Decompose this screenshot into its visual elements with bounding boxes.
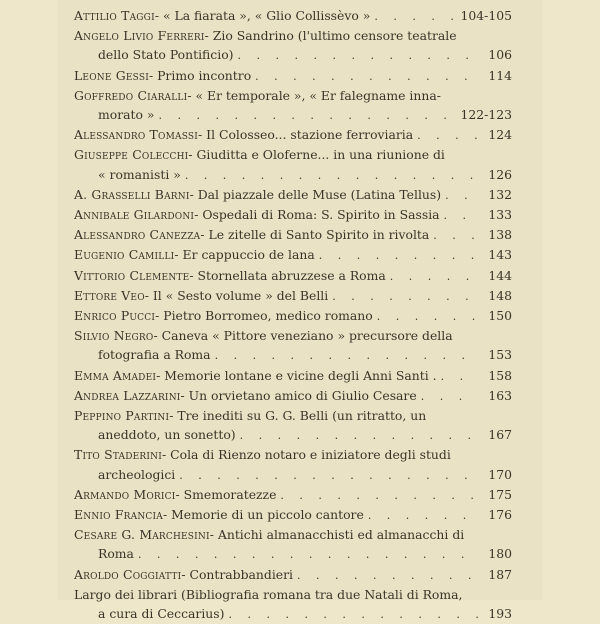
toc-page-number: 122-123 [460,107,512,123]
toc-entry [74,66,512,86]
toc-entry [74,125,512,145]
toc-page-number: 143 [488,247,512,263]
toc-author: Cesare G. Marchesini [74,527,210,543]
dot-leader [280,486,478,505]
toc-title: - Le zitelle di Santo Spirito in rivolta [200,227,430,243]
toc-author: Aroldo Coggiatti [74,566,182,582]
toc-page-number: 163 [488,387,512,403]
toc-page-number: 104-105 [460,8,512,23]
toc-entry-first-line [74,406,512,425]
toc-page-number: 132 [488,186,512,202]
toc-title: aneddoto, un sonetto) [98,427,236,443]
toc-entry-first-line [74,245,512,265]
dot-leader [433,226,478,245]
toc-title: - Memorie lontane e vicine degli Anni Santi . [156,367,437,383]
toc-entry [74,485,512,505]
toc-title: - Antichi almanacchisti ed almanacchi di [209,527,465,543]
toc-entry-first-line [74,266,512,286]
toc-author: Giuseppe Colecchi [74,147,189,163]
toc-entry [74,306,512,326]
toc-entry-first-line [74,525,512,544]
toc-entry [74,445,512,484]
toc-entry [74,205,512,225]
toc-title: morato » [98,107,155,123]
toc-title: - Cola di Rienzo notaro e iniziatore degli studi [162,447,451,463]
toc-title: dello Stato Pontificio) [98,47,234,63]
toc-title: a cura di Ceccarius) [98,606,225,622]
toc-author: Tito Staderini [74,447,162,463]
toc-entry [74,245,512,265]
toc-entry-first-line [74,386,512,406]
toc-page-number: 138 [488,227,512,243]
toc-page-number: 153 [488,347,512,363]
dot-leader [421,387,478,406]
toc-title: - Un orvietano amico di Giulio Cesare [180,387,417,403]
toc-entry [74,185,512,205]
toc-page-number: 133 [488,207,512,223]
toc-author: Peppino Partini [74,408,170,424]
toc-author: A. Grasselli Barni [74,186,190,202]
toc-entry [74,585,512,624]
toc-entry-first-line [74,286,512,306]
toc-entry-continuation [74,604,512,624]
toc-page-number: 175 [488,486,512,502]
toc-author: Vittorio Clemente [74,267,190,283]
toc-title: - Contrabbandieri [181,566,294,582]
toc-author: Angelo Livio Ferreri [74,28,205,44]
toc-page-number: 158 [488,367,512,383]
toc-page-number: 150 [488,308,512,324]
toc-title: - « Er temporale », « Er falegname inna- [187,87,441,103]
dot-leader [332,287,478,306]
toc-entry [74,86,512,125]
toc-author: Attilio Taggi [74,8,155,23]
toc-entry-continuation [74,45,512,65]
dot-leader [441,367,478,386]
toc-author: Annibale Gilardoni [74,207,195,223]
dot-leader [185,166,478,185]
dot-leader [417,126,478,145]
toc-entry-first-line [74,185,512,205]
toc-entry-first-line [74,366,512,386]
toc-title: fotografia a Roma [98,347,211,363]
toc-entry-first-line [74,445,512,464]
toc-entry-continuation [74,345,512,365]
toc-author: Eugenio Camilli [74,247,175,263]
dot-leader [158,106,456,125]
toc-entry-first-line [74,26,512,45]
toc-page-number: 114 [488,67,512,83]
toc-title: - « La fiarata », « Glio Collissèvo » [154,8,371,23]
toc-title: - Il Colosseo... stazione ferroviaria [198,127,414,143]
table-of-contents [74,6,512,624]
toc-author: Alessandro Canezza [74,227,201,243]
toc-page-number: 106 [488,47,512,63]
toc-title: - Ospedali di Roma: S. Spirito in Sassia [194,207,440,223]
toc-author: Ettore Veo [74,287,145,303]
dot-leader [377,307,478,326]
toc-title: - Er cappuccio de lana [174,247,315,263]
toc-author: Emma Amadei [74,367,157,383]
toc-title: - Smemoratezze [175,486,277,502]
dot-leader [240,426,478,445]
toc-title: - Caneva « Pittore veneziano » precursore della [153,328,453,344]
dot-leader [297,566,478,585]
toc-title: - Giuditta e Oloferne... in una riunione di [188,147,445,163]
toc-title: archeologici [98,466,176,482]
toc-entry-first-line [74,306,512,326]
toc-title: Largo dei librari (Bibliografia romana tra due Natali di Roma, [74,586,463,602]
toc-author: Goffredo Ciaralli [74,87,188,103]
toc-page-number: 176 [488,507,512,523]
toc-title: - Pietro Borromeo, medico romano [155,308,373,324]
toc-entry [74,386,512,406]
toc-entry-continuation [74,544,512,564]
dot-leader [374,7,456,26]
dot-leader [319,246,478,265]
toc-entry-continuation [74,165,512,185]
toc-page-number: 167 [488,427,512,443]
dot-leader [138,545,478,564]
dot-leader [228,605,478,624]
toc-page-number: 144 [488,267,512,283]
toc-author: Leone Gessi [74,67,149,83]
toc-entry-continuation [74,465,512,485]
toc-page-number: 187 [488,566,512,582]
toc-entry [74,505,512,525]
toc-title: - Tre inediti su G. G. Belli (un ritratto, un [169,408,427,424]
toc-entry-first-line [74,66,512,86]
toc-entry-continuation [74,425,512,445]
dot-leader [390,267,478,286]
toc-entry [74,145,512,184]
toc-entry-first-line [74,6,512,26]
toc-entry-first-line [74,125,512,145]
dot-leader [444,206,478,225]
toc-author: Andrea Lazzarini [74,387,181,403]
toc-title: Roma [98,546,134,562]
toc-entry-first-line [74,145,512,164]
toc-entry [74,525,512,564]
dot-leader [215,346,478,365]
toc-title: - Primo incontro [148,67,252,83]
toc-entry [74,26,512,65]
toc-entry-first-line [74,505,512,525]
toc-page-number: 170 [488,466,512,482]
toc-title: « romanisti » [98,166,181,182]
toc-entry-first-line [74,485,512,505]
toc-author: Armando Morici [74,486,176,502]
toc-entry [74,366,512,386]
toc-page-number: 193 [488,606,512,622]
toc-entry [74,225,512,245]
toc-entry-first-line [74,225,512,245]
toc-entry [74,326,512,365]
toc-entry [74,266,512,286]
dot-leader [255,67,478,86]
toc-entry-first-line [74,565,512,585]
toc-title: - Memorie di un piccolo cantore [162,507,364,523]
toc-entry-first-line [74,205,512,225]
toc-author: Enrico Pucci [74,308,156,324]
toc-entry [74,565,512,585]
toc-entry-first-line [74,326,512,345]
toc-entry-first-line [74,585,512,604]
toc-title: - Zio Sandrino (l'ultimo censore teatrale [204,28,457,44]
dot-leader [179,466,478,485]
toc-author: Ennio Francia [74,507,163,523]
toc-page-number: 126 [488,166,512,182]
toc-entry-continuation [74,105,512,125]
toc-entry [74,6,512,26]
dot-leader [445,186,478,205]
toc-page-number: 180 [488,546,512,562]
toc-entry [74,286,512,306]
toc-title: - Il « Sesto volume » del Belli [144,287,329,303]
toc-page-number: 148 [488,287,512,303]
toc-entry [74,406,512,445]
dot-leader [238,46,479,65]
toc-title: - Stornellata abruzzese a Roma [189,267,386,283]
toc-author: Alessandro Tomassi [74,127,199,143]
toc-page-number: 124 [488,127,512,143]
toc-author: Silvio Negro [74,328,154,344]
dot-leader [368,506,478,525]
toc-title: - Dal piazzale delle Muse (Latina Tellus) [189,186,442,202]
toc-entry-first-line [74,86,512,105]
